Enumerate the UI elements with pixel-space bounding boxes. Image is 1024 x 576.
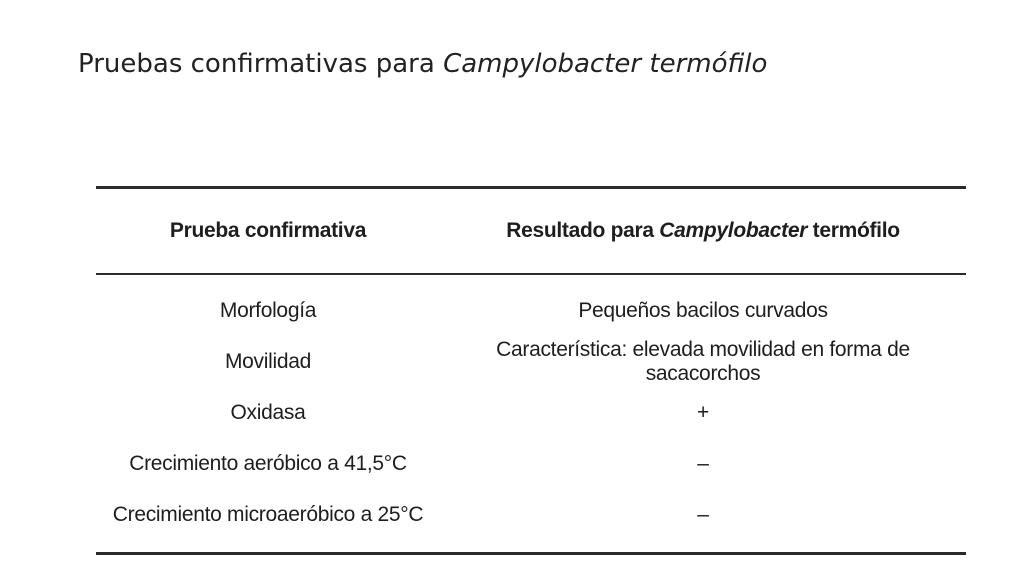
cell-result: Pequeños bacilos curvados [578, 298, 828, 322]
confirmatory-tests-table [96, 186, 966, 555]
cell-test: Crecimiento microaeróbico a 25°C [96, 489, 440, 554]
header-result-emphasis: Campylobacter [659, 219, 808, 242]
cell-result: – [440, 489, 966, 554]
header-row [96, 188, 966, 275]
header-result-prefix: Resultado para [506, 219, 660, 242]
cell-test: Oxidasa [230, 400, 306, 424]
cell-test: Crecimiento aeróbico a 41,5°C [129, 451, 407, 475]
header-result [440, 188, 966, 275]
header-result-suffix: termófilo [807, 219, 900, 242]
table-row [96, 387, 966, 438]
table-row [96, 438, 966, 489]
slide-title-emphasis: Campylobacter termófilo [443, 49, 768, 79]
slide-title-prefix: Pruebas confirmativas para [78, 49, 444, 79]
cell-result: – [697, 451, 709, 475]
table-row [96, 489, 966, 554]
table-row [96, 274, 966, 336]
table-header [96, 188, 966, 275]
table-body [96, 274, 966, 554]
cell-result: + [697, 400, 709, 424]
slide-title [78, 44, 767, 84]
cell-test: Movilidad [224, 349, 311, 373]
confirmatory-tests-table-container [96, 186, 966, 555]
header-test: Prueba confirmativa [96, 188, 440, 275]
cell-result: Característica: elevada movilidad en forma de sacacorchos [496, 337, 910, 385]
table-row [96, 336, 966, 387]
cell-test: Morfología [219, 298, 317, 322]
